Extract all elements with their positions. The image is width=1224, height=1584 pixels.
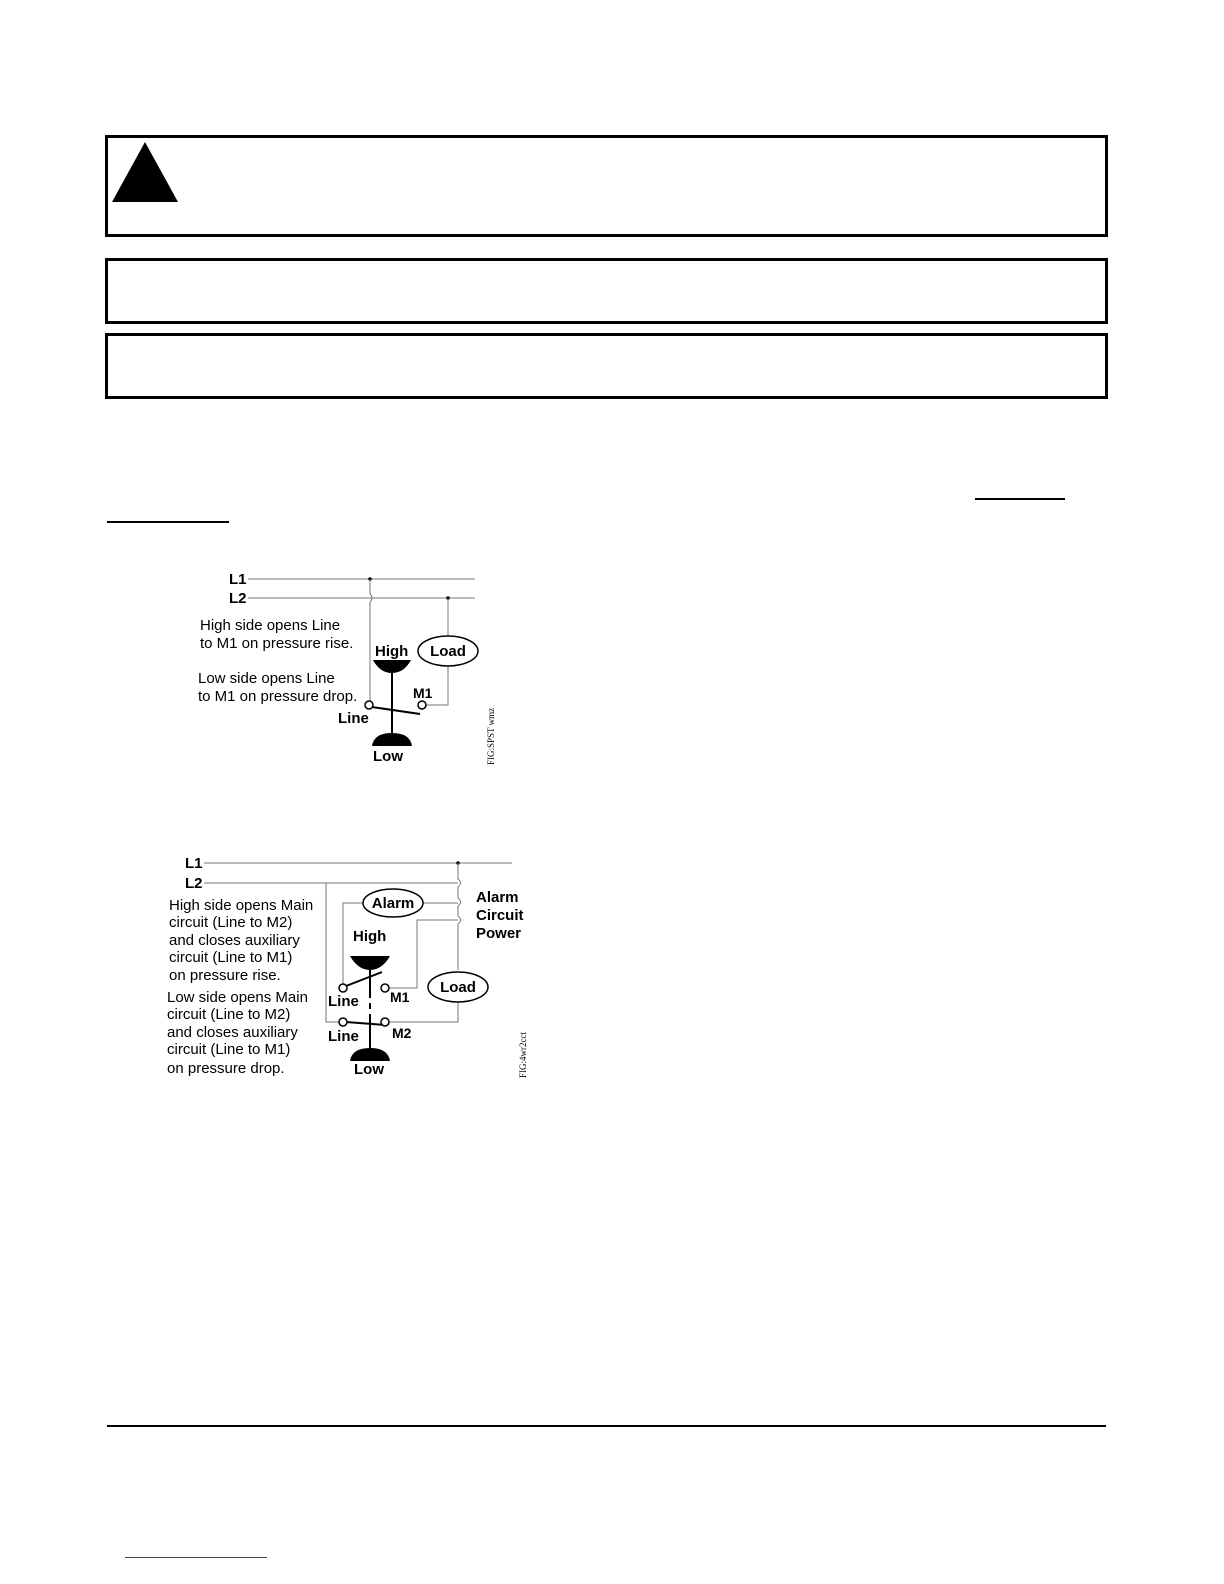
line-terminal-lower: [339, 1018, 347, 1026]
figure-tag: FIG:4wr2cct: [518, 1032, 528, 1078]
warning-box: [105, 135, 1108, 237]
high-description-line-5: on pressure rise.: [169, 967, 281, 984]
low-label: Low: [373, 748, 403, 765]
high-diaphragm-icon: [373, 660, 411, 673]
power-crossover-wire: [458, 863, 461, 970]
warning-triangle-icon: [112, 142, 178, 202]
two-circuit-wiring-diagram: [160, 850, 532, 1090]
m2-label: M2: [392, 1025, 412, 1041]
alarm-circuit-power-line-1: Alarm: [476, 889, 519, 906]
low-description-line-2: to M1 on pressure drop.: [198, 688, 358, 705]
hyperlink-underline-continued[interactable]: [107, 521, 229, 523]
high-diaphragm-icon: [350, 956, 390, 970]
line-terminal-upper: [339, 984, 347, 992]
high-description-line-4: circuit (Line to M1): [169, 949, 293, 966]
l1-label: L1: [229, 571, 247, 588]
low-description-line-2: circuit (Line to M2): [167, 1006, 291, 1023]
low-diaphragm-icon: [350, 1048, 390, 1061]
hyperlink-underline[interactable]: [975, 498, 1065, 500]
m1-terminal: [418, 701, 426, 709]
l2-label: L2: [185, 875, 203, 892]
low-description-line-3: and closes auxiliary: [167, 1024, 298, 1041]
load-label: Load: [430, 643, 466, 660]
low-description-line-1: Low side opens Main: [167, 989, 308, 1006]
m2-terminal: [381, 1018, 389, 1026]
high-label: High: [353, 928, 387, 945]
notice-box-secondary: [105, 333, 1108, 399]
m1-label: M1: [413, 685, 433, 701]
high-description-line-1: High side opens Main: [169, 897, 314, 914]
low-description-line-1: Low side opens Line: [198, 670, 335, 687]
high-label: High: [375, 643, 409, 660]
spst-wiring-diagram: [190, 565, 510, 775]
l2-label: L2: [229, 590, 247, 607]
line-label-lower: Line: [328, 1028, 359, 1045]
figure-tag: FIG:SPST wmz: [486, 707, 496, 765]
high-description-line-2: to M1 on pressure rise.: [200, 635, 354, 652]
high-description-line-2: circuit (Line to M2): [169, 914, 293, 931]
load-label: Load: [440, 979, 476, 996]
main-switch-blade: [346, 1022, 386, 1025]
m1-label: M1: [390, 989, 410, 1005]
alarm-circuit-power-line-2: Circuit: [476, 907, 524, 924]
line-terminal: [365, 701, 373, 709]
m1-terminal: [381, 984, 389, 992]
switch-blade: [372, 707, 420, 714]
notice-box: [105, 258, 1108, 324]
footer-rule: [107, 1425, 1106, 1427]
high-description-line-3: and closes auxiliary: [169, 932, 300, 949]
alarm-label: Alarm: [371, 895, 415, 912]
aux-switch-blade: [346, 972, 382, 986]
l1-label: L1: [185, 855, 203, 872]
footer-link-underline[interactable]: [125, 1557, 267, 1558]
low-description-line-4: circuit (Line to M1): [167, 1041, 291, 1058]
low-label: Low: [354, 1061, 384, 1078]
low-diaphragm-icon: [372, 733, 412, 746]
low-description-line-5: on pressure drop.: [167, 1060, 285, 1077]
high-description-line-1: High side opens Line: [200, 617, 341, 634]
line-label-upper: Line: [328, 993, 359, 1010]
alarm-circuit-power-line-3: Power: [476, 925, 522, 942]
line-label: Line: [338, 710, 369, 727]
